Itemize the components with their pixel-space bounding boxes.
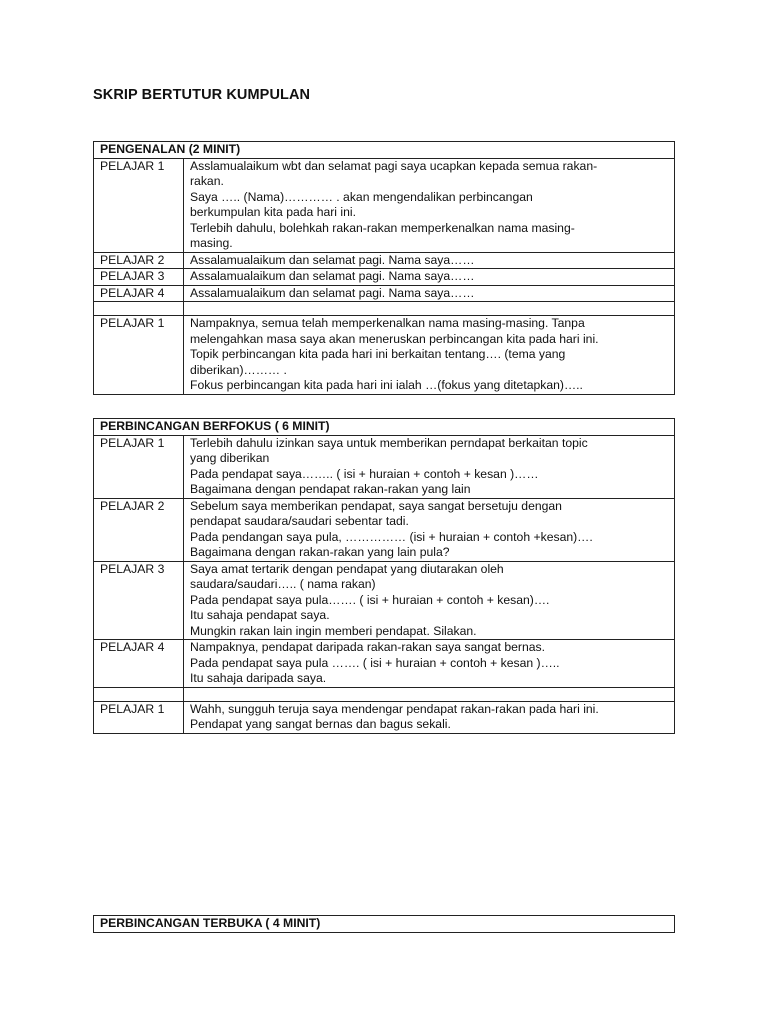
script-line: Nampaknya, pendapat daripada rakan-rakan saya sangat bernas.: [190, 640, 546, 654]
script-line: Topik perbincangan kita pada hari ini berkaitan tentang…. (tema yang: [190, 347, 566, 361]
script-line: diberikan)……… .: [190, 362, 287, 377]
script-line: Pendapat yang sangat bernas dan bagus sekali.: [190, 717, 451, 731]
script-line: pendapat saudara/saudari sebentar tadi.: [190, 514, 409, 528]
table-row: [94, 561, 675, 640]
table-row: [94, 498, 675, 561]
script-line: Itu sahaja pendapat saya.: [190, 608, 330, 622]
script-text-cell: [184, 252, 675, 269]
script-line: Bagaimana dengan pendapat rakan-rakan yang lain: [190, 482, 471, 496]
speaker-cell: PELAJAR 1: [94, 316, 184, 395]
table-row: [94, 252, 675, 269]
speaker-cell: PELAJAR 2: [94, 498, 184, 561]
section-heading-row: [94, 142, 675, 159]
script-line: Asslamualaikum wbt dan selamat pagi saya ucapkan kepada semua rakan-: [190, 158, 598, 173]
table-row: [94, 640, 675, 688]
script-line: yang diberikan: [190, 451, 270, 465]
script-text-cell: [184, 687, 675, 701]
speaker-cell: PELAJAR 4: [94, 285, 184, 302]
section-heading-row: [94, 916, 675, 933]
section-perbincangan-terbuka-table: [93, 915, 675, 933]
script-line: Terlebih dahulu, bolehkah rakan-rakan memperkenalkan nama masing-: [190, 220, 575, 235]
script-line: Assalamualaikum dan selamat pagi. Nama saya……: [190, 252, 475, 267]
speaker-cell: PELAJAR 1: [94, 435, 184, 498]
section-heading: PERBINCANGAN TERBUKA ( 4 MINIT): [94, 916, 675, 933]
script-line: Bagaimana dengan rakan-rakan yang lain pula?: [190, 545, 450, 559]
script-line: Terlebih dahulu izinkan saya untuk memberikan perndapat berkaitan topic: [190, 435, 588, 450]
script-line: Nampaknya, semua telah memperkenalkan nama masing-masing. Tanpa: [190, 316, 585, 330]
script-text-cell: [184, 640, 675, 688]
section-heading: PERBINCANGAN BERFOKUS ( 6 MINIT): [94, 419, 675, 436]
script-line: Pada pendangan saya pula, …………… (isi + huraian + contoh +kesan)….: [190, 529, 593, 544]
script-text-cell: [184, 285, 675, 302]
script-line: Saya ….. (Nama)………… . akan mengendalikan perbincangan: [190, 189, 533, 204]
section-heading-row: [94, 419, 675, 436]
script-text-cell: [184, 701, 675, 733]
section-perbincangan-berfokus-table: [93, 418, 675, 734]
table-row: [94, 435, 675, 498]
script-line: berkumpulan kita pada hari ini.: [190, 205, 356, 219]
speaker-cell: PELAJAR 4: [94, 640, 184, 688]
script-line: Assalamualaikum dan selamat pagi. Nama saya……: [190, 269, 475, 283]
speaker-cell: [94, 302, 184, 316]
script-text-cell: [184, 269, 675, 286]
speaker-cell: [94, 687, 184, 701]
speaker-cell: PELAJAR 3: [94, 561, 184, 640]
speaker-cell: PELAJAR 2: [94, 252, 184, 269]
table-row: [94, 158, 675, 252]
script-line: Saya amat tertarik dengan pendapat yang diutarakan oleh: [190, 561, 504, 576]
script-text-cell: [184, 498, 675, 561]
speaker-cell: PELAJAR 1: [94, 701, 184, 733]
document-title: SKRIP BERTUTUR KUMPULAN: [93, 87, 311, 103]
script-line: Pada pendapat saya…….. ( isi + huraian + contoh + kesan )……: [190, 466, 539, 481]
table-row: [94, 701, 675, 733]
script-line: Sebelum saya memberikan pendapat, saya sangat bersetuju dengan: [190, 498, 562, 513]
table-row: [94, 687, 675, 701]
script-text-cell: [184, 435, 675, 498]
script-text-cell: [184, 561, 675, 640]
script-line: rakan.: [190, 174, 224, 188]
script-line: Wahh, sungguh teruja saya mendengar pendapat rakan-rakan pada hari ini.: [190, 701, 599, 716]
table-row: [94, 285, 675, 302]
script-line: Assalamualaikum dan selamat pagi. Nama saya……: [190, 285, 475, 300]
script-text-cell: [184, 302, 675, 316]
script-line: masing.: [190, 236, 233, 250]
script-line: Mungkin rakan lain ingin memberi pendapat. Silakan.: [190, 623, 477, 638]
speaker-cell: PELAJAR 1: [94, 158, 184, 252]
table-row: [94, 269, 675, 286]
section-pengenalan-table: [93, 141, 675, 395]
script-line: melengahkan masa saya akan meneruskan perbincangan kita pada hari ini.: [190, 331, 599, 346]
script-line: Itu sahaja daripada saya.: [190, 671, 327, 685]
table-row: [94, 302, 675, 316]
script-text-cell: [184, 316, 675, 395]
script-line: saudara/saudari….. ( nama rakan): [190, 577, 376, 591]
script-line: Pada pendapat saya pula……. ( isi + huraian + contoh + kesan)….: [190, 592, 550, 607]
script-text-cell: [184, 158, 675, 252]
speaker-cell: PELAJAR 3: [94, 269, 184, 286]
section-heading: PENGENALAN (2 MINIT): [94, 142, 675, 159]
script-line: Pada pendapat saya pula ……. ( isi + huraian + contoh + kesan )…..: [190, 655, 560, 670]
table-row: [94, 316, 675, 395]
script-line: Fokus perbincangan kita pada hari ini ialah …(fokus yang ditetapkan)…..: [190, 378, 583, 392]
